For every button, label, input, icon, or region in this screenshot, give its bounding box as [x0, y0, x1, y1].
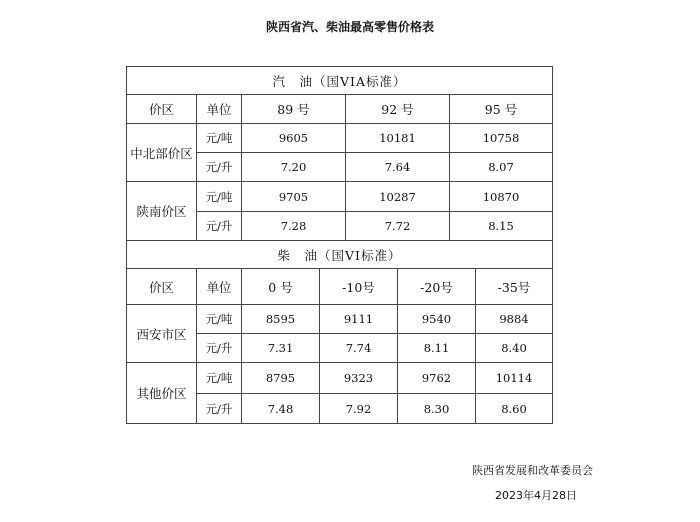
price-cell: 9540	[398, 305, 476, 334]
price-cell: 7.74	[320, 334, 398, 363]
price-cell: 8.40	[476, 334, 553, 363]
price-cell: 10287	[346, 182, 450, 212]
price-cell: 7.72	[346, 212, 450, 241]
header-grade: -35号	[476, 269, 553, 305]
header-unit: 单位	[197, 269, 242, 305]
price-cell: 10870	[450, 182, 553, 212]
price-cell: 7.20	[242, 153, 346, 182]
price-cell: 9884	[476, 305, 553, 334]
unit-cell: 元/升	[197, 153, 242, 182]
header-region: 价区	[127, 269, 197, 305]
header-grade: 89 号	[242, 95, 346, 124]
unit-cell: 元/升	[197, 212, 242, 241]
unit-cell: 元/升	[197, 394, 242, 424]
table-row	[127, 363, 553, 394]
price-cell: 8.15	[450, 212, 553, 241]
gasoline-section-header: 汽 油（国VIA标准）	[127, 67, 553, 95]
region-name: 中北部价区	[127, 124, 197, 182]
price-cell: 8595	[242, 305, 320, 334]
issue-date: 2023年4月28日	[495, 489, 577, 502]
unit-cell: 元/吨	[197, 124, 242, 153]
diesel-section-header: 柴 油（国VI标准）	[127, 241, 553, 269]
price-cell: 7.48	[242, 394, 320, 424]
price-cell: 9705	[242, 182, 346, 212]
header-region: 价区	[127, 95, 197, 124]
price-cell: 10758	[450, 124, 553, 153]
price-cell: 8795	[242, 363, 320, 394]
unit-cell: 元/升	[197, 334, 242, 363]
price-cell: 7.31	[242, 334, 320, 363]
issuing-organization: 陕西省发展和改革委员会	[472, 464, 593, 477]
diesel-price-table	[126, 240, 553, 424]
page-title: 陕西省汽、柴油最高零售价格表	[265, 20, 434, 34]
price-cell: 9111	[320, 305, 398, 334]
price-cell: 7.92	[320, 394, 398, 424]
unit-cell: 元/吨	[197, 182, 242, 212]
price-cell: 9762	[398, 363, 476, 394]
region-name: 其他价区	[127, 363, 197, 424]
region-name: 西安市区	[127, 305, 197, 363]
price-cell: 8.30	[398, 394, 476, 424]
header-grade: -20号	[398, 269, 476, 305]
table-row	[127, 305, 553, 334]
price-cell: 8.07	[450, 153, 553, 182]
price-cell: 10114	[476, 363, 553, 394]
price-cell: 8.60	[476, 394, 553, 424]
header-grade: -10号	[320, 269, 398, 305]
unit-cell: 元/吨	[197, 305, 242, 334]
region-name: 陕南价区	[127, 182, 197, 241]
gasoline-price-table	[126, 66, 553, 241]
price-cell: 8.11	[398, 334, 476, 363]
unit-cell: 元/吨	[197, 363, 242, 394]
price-cell: 7.28	[242, 212, 346, 241]
header-grade: 0 号	[242, 269, 320, 305]
header-unit: 单位	[197, 95, 242, 124]
price-cell: 9605	[242, 124, 346, 153]
table-row	[127, 124, 553, 153]
price-cell: 10181	[346, 124, 450, 153]
price-cell: 9323	[320, 363, 398, 394]
header-grade: 95 号	[450, 95, 553, 124]
price-cell: 7.64	[346, 153, 450, 182]
header-grade: 92 号	[346, 95, 450, 124]
table-row	[127, 182, 553, 212]
